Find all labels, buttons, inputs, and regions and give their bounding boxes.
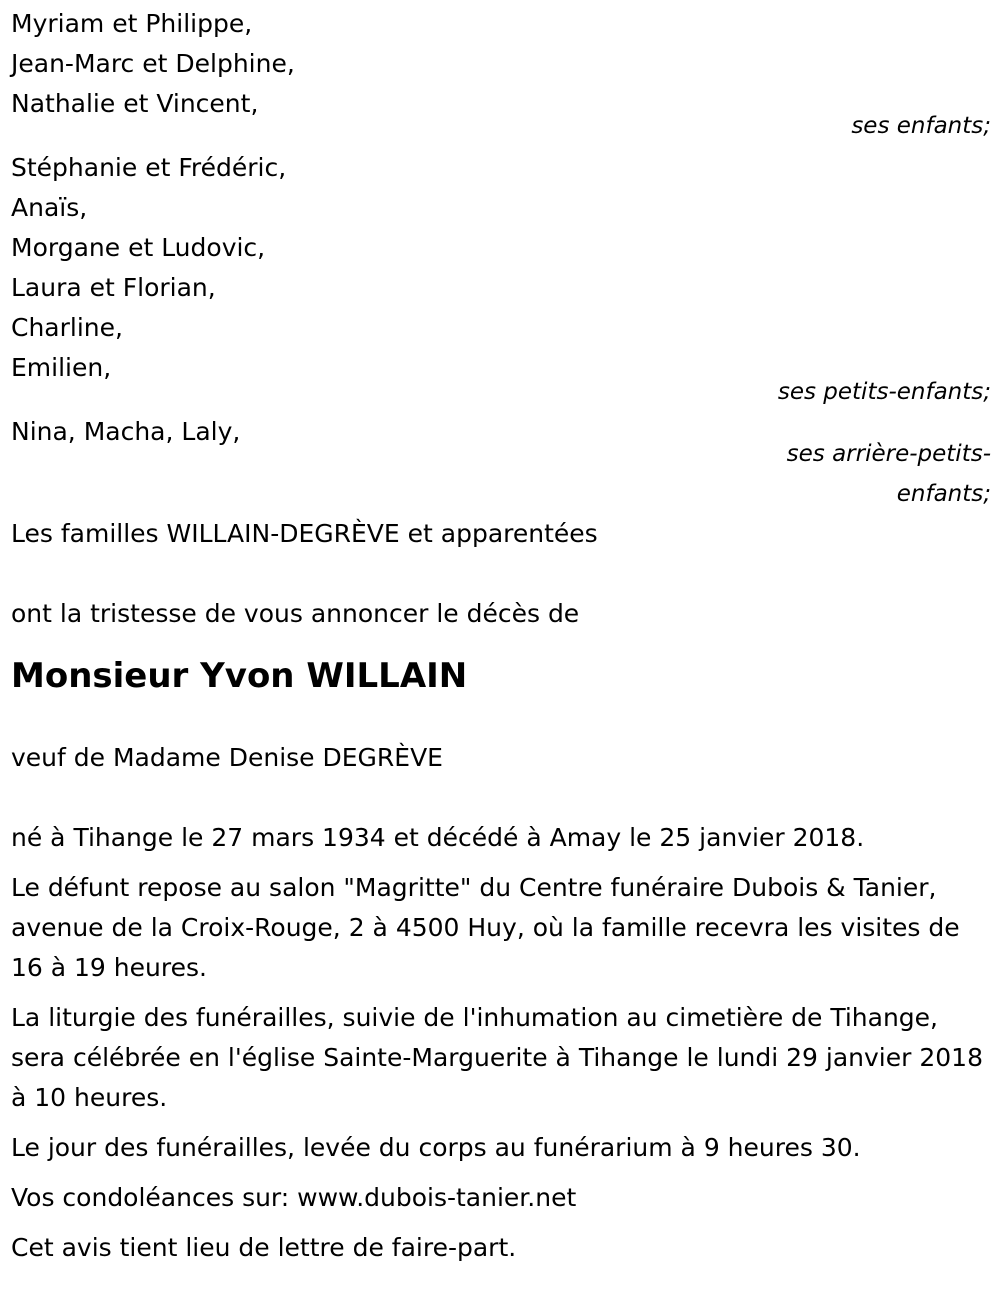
deceased-name: Monsieur Yvon WILLAIN — [11, 656, 468, 696]
grandchild-name: Anaïs, — [11, 193, 88, 222]
children-role: ses enfants; — [851, 113, 991, 139]
grandchild-name: Emilien, — [11, 353, 112, 382]
child-name: Jean-Marc et Delphine, — [11, 49, 295, 78]
child-name: Myriam et Philippe, — [11, 9, 253, 38]
grandchild-name: Charline, — [11, 313, 123, 342]
announcement-line: ont la tristesse de vous annoncer le décès de — [11, 599, 580, 628]
grandchild-name: Morgane et Ludovic, — [11, 233, 266, 262]
grandchildren-block — [11, 148, 991, 412]
condolences-paragraph: Vos condoléances sur: www.dubois-tanier.net — [11, 1183, 577, 1212]
funeral-paragraph: La liturgie des funérailles, suivie de l'inhumation au cimetière de Tihange, sera célébrée en l'église Sainte-Marguerite à Tihange le lundi 29 janvier 2018 à 10 heures. — [11, 1003, 983, 1112]
birth-death-paragraph: né à Tihange le 27 mars 1934 et décédé à Amay le 25 janvier 2018. — [11, 823, 865, 852]
great-grandchild-names: Nina, Macha, Laly, — [11, 417, 241, 446]
great-grandchildren-role-line2: enfants; — [896, 481, 991, 507]
families-line: Les familles WILLAIN-DEGRÈVE et apparentées — [11, 519, 598, 548]
children-block — [11, 4, 991, 146]
obituary-notice — [11, 4, 991, 1278]
procession-paragraph: Le jour des funérailles, levée du corps au funérarium à 9 heures 30. — [11, 1133, 861, 1162]
grandchild-name: Laura et Florian, — [11, 273, 216, 302]
great-grandchildren-role-line1: ses arrière-petits- — [786, 441, 991, 467]
grandchildren-role: ses petits-enfants; — [777, 379, 991, 405]
great-grandchildren-block — [11, 412, 991, 514]
grandchild-name: Stéphanie et Frédéric, — [11, 153, 287, 182]
viewing-paragraph: Le défunt repose au salon "Magritte" du Centre funéraire Dubois & Tanier, avenue de la Croix-Rouge, 2 à 4500 Huy, où la famille recevra les visites de 16 à 19 heures. — [11, 873, 960, 982]
widower-line: veuf de Madame Denise DEGRÈVE — [11, 743, 443, 772]
child-name: Nathalie et Vincent, — [11, 89, 259, 118]
notice-paragraph: Cet avis tient lieu de lettre de faire-part. — [11, 1233, 517, 1262]
